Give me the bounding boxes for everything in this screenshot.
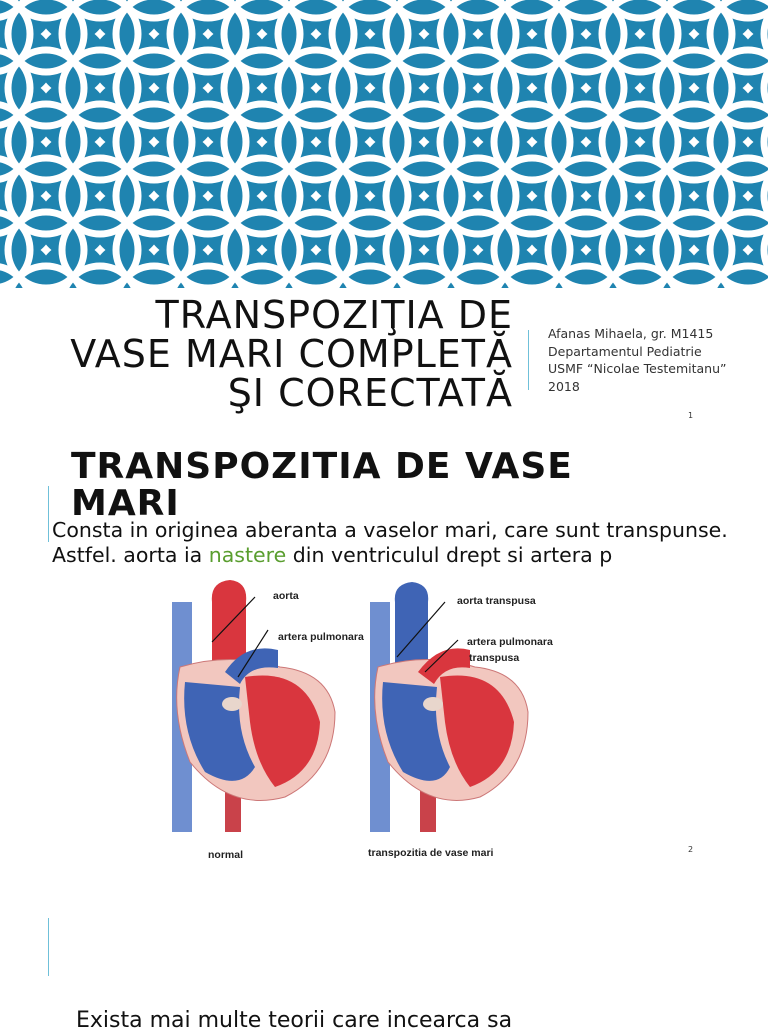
transposed-heart-illustration <box>370 582 528 832</box>
label-aorta-transpusa: aorta transpusa <box>457 595 536 607</box>
author-name: Afanas Mihaela, gr. M1415 <box>548 326 714 341</box>
caption-normal: normal <box>208 849 244 861</box>
page-number-1: 1 <box>688 411 694 420</box>
caption-transpozitie: transpozitia de vase mari <box>368 847 494 859</box>
heart-comparison-figure <box>150 572 580 872</box>
label-transpusa: transpusa <box>469 652 520 664</box>
body-text-part1: Consta in originea aberanta a vaselor mari, care sunt transpunse. Astfel. aorta ia <box>52 518 728 567</box>
slide2-accent-line <box>48 486 49 542</box>
slide3-body-text: Exista mai multe teorii care incearca sa <box>76 1008 513 1033</box>
author-year: 2018 <box>548 378 580 394</box>
normal-heart-illustration <box>172 580 335 832</box>
slide2-title: TRANSPOZITIA DE VASE MARI <box>71 446 573 524</box>
body-text-part2: din ventriculul drept si artera p <box>286 543 613 567</box>
body-highlight-word: nastere <box>208 543 287 567</box>
author-university: USMF “Nicolae Testemitanu” <box>548 361 727 376</box>
page-number-2: 2 <box>688 845 694 854</box>
label-artera-pulmonara: artera pulmonara <box>278 631 364 643</box>
label-artera-pulmonara-transposed: artera pulmonara <box>467 636 553 648</box>
title-line-1: TRANSPOZIŢIA DE <box>155 293 513 337</box>
label-aorta: aorta <box>273 590 299 602</box>
slide2-body-text <box>52 518 742 568</box>
title-divider-line <box>528 330 529 390</box>
slide3-accent-line <box>48 918 49 976</box>
title-line-2: VASE MARI COMPLETĂ <box>70 332 513 376</box>
presentation-title <box>13 293 513 415</box>
title-line-3: ŞI CORECTATĂ <box>227 371 513 415</box>
author-info <box>548 325 727 395</box>
author-department: Departamentul Pediatrie <box>548 343 702 359</box>
title-slide-banner <box>0 0 768 288</box>
circle-lattice-pattern <box>0 0 768 288</box>
